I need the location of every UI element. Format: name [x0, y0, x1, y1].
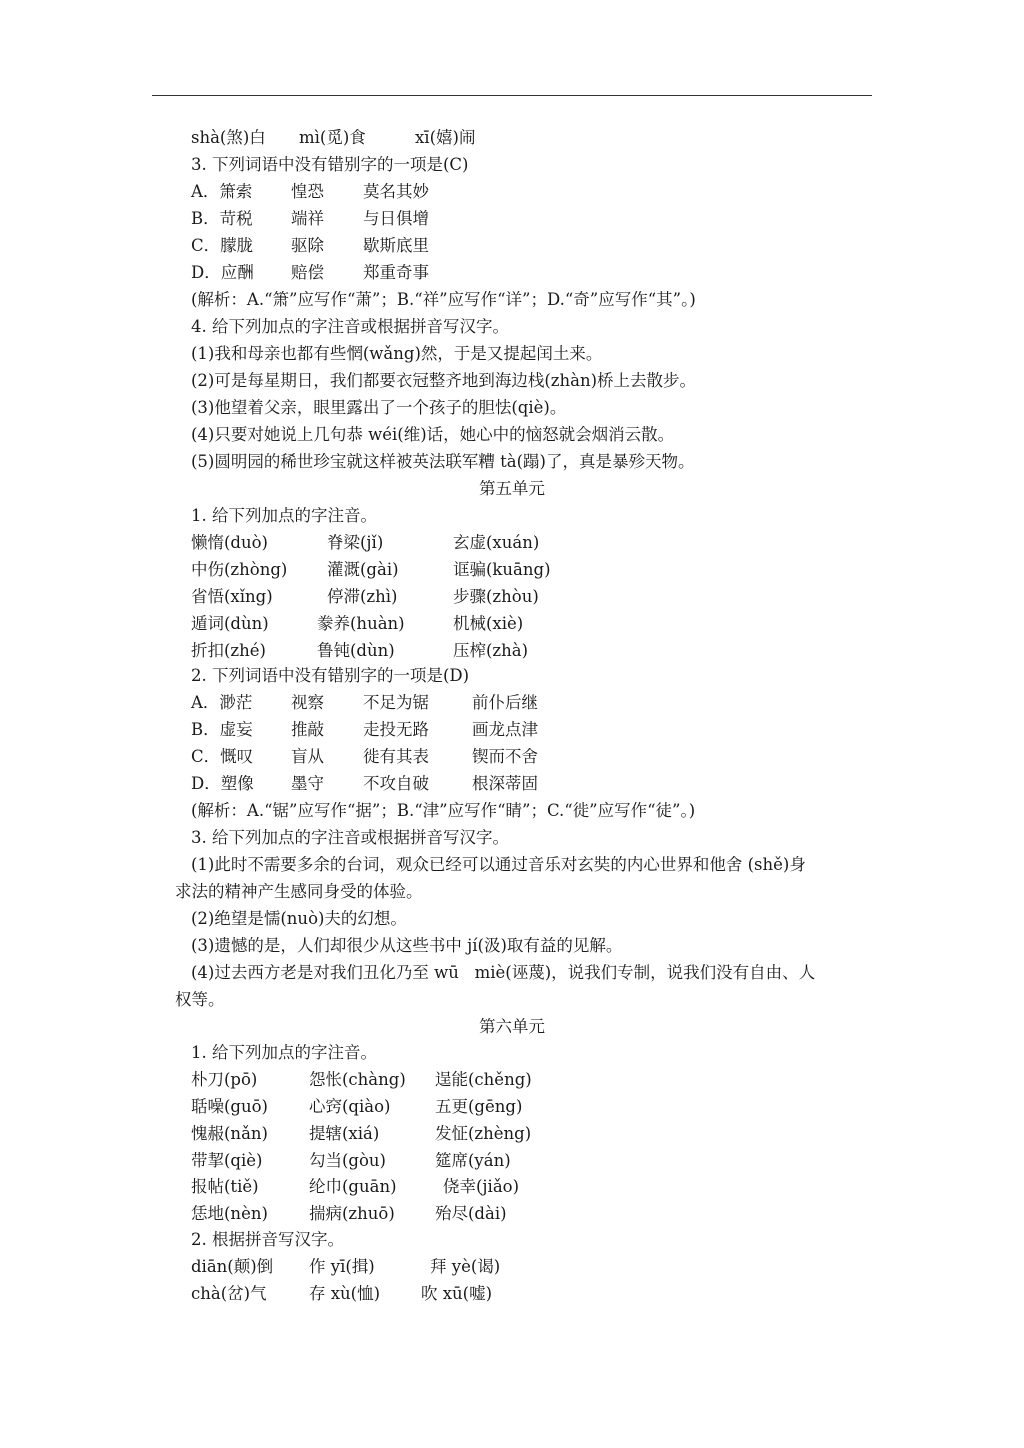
pinyin-item: 玄虚(xuán) [453, 533, 540, 552]
pinyin-item: 吹 xū(嘘) [421, 1284, 493, 1303]
pinyin-item: 愧赧(nǎn) [191, 1124, 268, 1143]
sub-item: (2)绝望是懦(nuò)夫的幻想。 [191, 909, 407, 928]
option-b-word-3: 与日俱增 [363, 209, 429, 228]
pinyin-item: 压榨(zhà) [453, 641, 529, 660]
option-d-word-2: 墨守 [291, 774, 324, 793]
sub-item-continuation: 求法的精神产生感同身受的体验。 [175, 882, 423, 901]
pinyin-item: 心窍(qiào) [309, 1097, 391, 1116]
option-c-word-4: 锲而不舍 [472, 747, 538, 766]
option-c-word-1: C．朦胧 [191, 236, 254, 255]
sub-item: (1)此时不需要多余的台词，观众已经可以通过音乐对玄奘的内心世界和他舍 (shě)身 [191, 855, 806, 874]
question-1-prompt: 1. 给下列加点的字注音。 [191, 506, 377, 525]
question-3-prompt: 3. 下列词语中没有错别字的一项是(C) [191, 155, 469, 174]
header-rule [152, 95, 872, 96]
pinyin-item: 遁词(dùn) [191, 614, 269, 633]
pinyin-item: 侥幸(jiǎo) [443, 1177, 520, 1196]
option-c-word-3: 歇斯底里 [363, 236, 429, 255]
option-d-word-1: D．应酬 [191, 263, 254, 282]
option-a-word-4: 前仆后继 [472, 693, 538, 712]
pinyin-item: 存 xù(恤) [309, 1284, 381, 1303]
pinyin-item: 怨怅(chàng) [309, 1070, 406, 1089]
pinyin-item: 中伤(zhòng) [191, 560, 288, 579]
section-heading-unit-6: 第六单元 [479, 1017, 545, 1036]
analysis-note: (解析：A.“箫”应写作“萧”；B.“祥”应写作“详”；D.“奇”应写作“其”。) [191, 290, 696, 309]
sub-item: (5)圆明园的稀世珍宝就这样被英法联军糟 tà(蹋)了，真是暴殄天物。 [191, 452, 695, 471]
pinyin-item: 纶巾(guān) [309, 1177, 397, 1196]
section-heading-unit-5: 第五单元 [479, 479, 545, 498]
pinyin-item: 机械(xiè) [453, 614, 524, 633]
question-2-prompt: 2. 下列词语中没有错别字的一项是(D) [191, 666, 470, 685]
option-d-word-1: D．塑像 [191, 774, 254, 793]
pinyin-item: 勾当(gòu) [309, 1151, 386, 1170]
question-2-prompt: 2. 根据拼音写汉字。 [191, 1230, 344, 1249]
pinyin-item: chà(岔)气 [191, 1284, 267, 1303]
pinyin-item: 作 yī(揖) [309, 1257, 375, 1276]
question-1-prompt: 1. 给下列加点的字注音。 [191, 1043, 377, 1062]
option-d-word-3: 郑重奇事 [363, 263, 429, 282]
pinyin-item: 提辖(xiá) [309, 1124, 380, 1143]
option-c-word-3: 徙有其表 [363, 747, 429, 766]
pinyin-item: xī(嬉)闹 [415, 128, 476, 147]
pinyin-item: 发怔(zhèng) [435, 1124, 532, 1143]
option-d-word-2: 赔偿 [291, 263, 324, 282]
sub-item-continuation: 权等。 [175, 990, 225, 1009]
option-a-word-1: A．渺茫 [191, 693, 253, 712]
sub-item: (1)我和母亲也都有些惘(wǎng)然，于是又提起闰土来。 [191, 344, 603, 363]
option-b-word-1: B．虚妄 [191, 720, 253, 739]
pinyin-item: 殆尽(dài) [435, 1204, 507, 1223]
pinyin-item: 聒噪(guō) [191, 1097, 268, 1116]
pinyin-item: 灌溉(gài) [327, 560, 399, 579]
pinyin-item: shà(煞)白 [191, 128, 266, 147]
question-3-prompt: 3. 给下列加点的字注音或根据拼音写汉字。 [191, 828, 509, 847]
option-c-word-2: 驱除 [291, 236, 324, 255]
pinyin-item: 懒惰(duò) [191, 533, 268, 552]
pinyin-item: 诓骗(kuāng) [453, 560, 551, 579]
sub-item: (4)只要对她说上几句恭 wéi(维)话，她心中的恼怒就会烟消云散。 [191, 425, 675, 444]
analysis-note: (解析：A.“锯”应写作“据”；B.“津”应写作“睛”；C.“徙”应写作“徒”。) [191, 801, 696, 820]
option-b-word-3: 走投无路 [363, 720, 429, 739]
pinyin-item: 揣病(zhuō) [309, 1204, 395, 1223]
option-c-word-1: C．慨叹 [191, 747, 254, 766]
option-b-word-1: B．苛税 [191, 209, 253, 228]
option-d-word-3: 不攻自破 [363, 774, 429, 793]
option-d-word-4: 根深蒂固 [472, 774, 538, 793]
pinyin-item: 省悟(xǐng) [191, 587, 273, 606]
pinyin-item: 停滞(zhì) [327, 587, 398, 606]
option-a-word-3: 莫名其妙 [363, 182, 429, 201]
pinyin-item: 步骤(zhòu) [453, 587, 539, 606]
pinyin-item: 五更(gēng) [435, 1097, 523, 1116]
question-4-prompt: 4. 给下列加点的字注音或根据拼音写汉字。 [191, 317, 509, 336]
option-b-word-2: 推敲 [291, 720, 324, 739]
sub-item: (3)他望着父亲，眼里露出了一个孩子的胆怯(qiè)。 [191, 398, 567, 417]
option-a-word-2: 视察 [291, 693, 324, 712]
option-b-word-2: 端祥 [291, 209, 324, 228]
pinyin-item: mì(觅)食 [299, 128, 366, 147]
pinyin-item: 鲁钝(dùn) [317, 641, 395, 660]
pinyin-item: 恁地(nèn) [191, 1204, 268, 1223]
pinyin-item: 筵席(yán) [435, 1151, 511, 1170]
sub-item: (4)过去西方老是对我们丑化乃至 wū miè(诬蔑)，说我们专制，说我们没有自由、人 [191, 963, 816, 982]
pinyin-item: 逞能(chěng) [435, 1070, 532, 1089]
pinyin-item: 脊梁(jǐ) [327, 533, 384, 552]
sub-item: (3)遗憾的是，人们却很少从这些书中 jí(汲)取有益的见解。 [191, 936, 623, 955]
option-a-word-2: 惶恐 [291, 182, 324, 201]
pinyin-item: 折扣(zhé) [191, 641, 266, 660]
sub-item: (2)可是每星期日，我们都要衣冠整齐地到海边栈(zhàn)桥上去散步。 [191, 371, 697, 390]
pinyin-item: 朴刀(pō) [191, 1070, 258, 1089]
option-a-word-1: A．箫索 [191, 182, 253, 201]
pinyin-item: 拜 yè(谒) [430, 1257, 501, 1276]
pinyin-item: diān(颠)倒 [191, 1257, 274, 1276]
option-b-word-4: 画龙点津 [472, 720, 538, 739]
pinyin-item: 豢养(huàn) [317, 614, 405, 633]
pinyin-item: 报帖(tiě) [191, 1177, 259, 1196]
option-a-word-3: 不足为锯 [363, 693, 429, 712]
pinyin-item: 带挈(qiè) [191, 1151, 263, 1170]
option-c-word-2: 盲从 [291, 747, 324, 766]
